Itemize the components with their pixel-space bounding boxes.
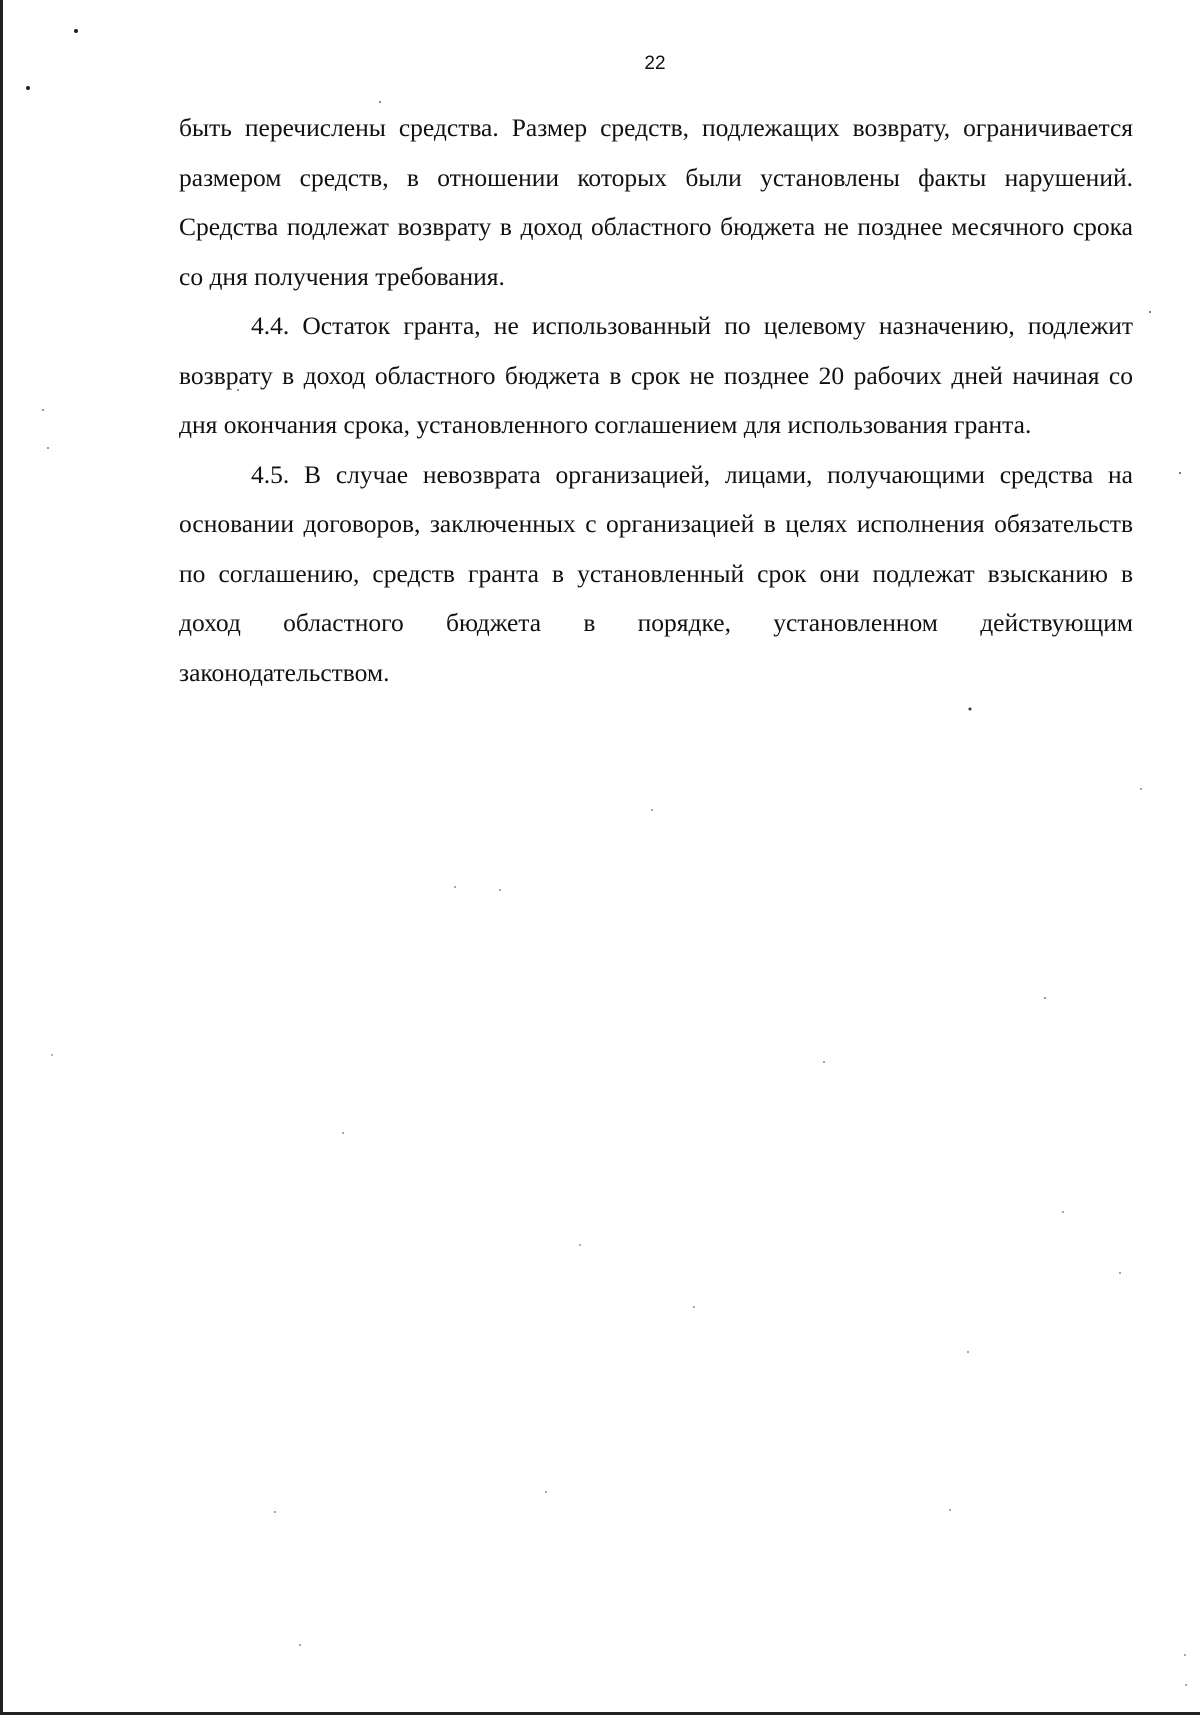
scan-edge-left (0, 0, 3, 1715)
paragraph-4-4: 4.4. Остаток гранта, не использованный по целевому назначению, подлежит возврату в доход областного бюджета в срок не позднее 20 рабочих дней начиная со дня окончания срока, установленного соглашением для использования гранта. (179, 311, 1133, 439)
body-text (179, 103, 1133, 697)
page-number: 22 (644, 53, 666, 74)
paragraph-continuation: быть перечислены средства. Размер средств, подлежащих возврату, ограничивается размером средств, в отношении которых были установлены факты нарушений. Средства подлежат возврату в доход областного бюджета не позднее месячного срока со дня получения требования. (179, 113, 1133, 291)
paragraph-4-5: 4.5. В случае невозврата организацией, лицами, получающими средства на основании договоров, заключенных с организацией в целях исполнения обязательств по соглашению, средств гранта в установленный срок они подлежат взысканию в доход областного бюджета в порядке, установленном действующим законодательством. (179, 459, 1133, 687)
